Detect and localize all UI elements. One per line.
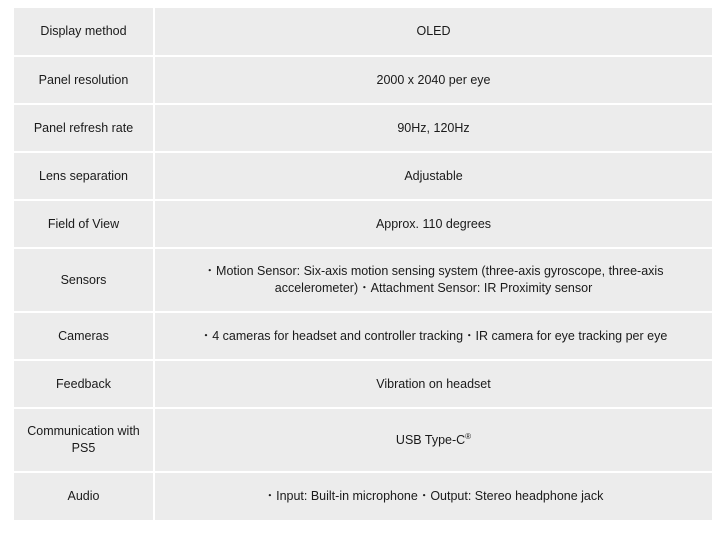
spec-label: Communication with PS5 xyxy=(14,408,154,472)
registered-trademark-mark: ® xyxy=(465,431,472,441)
spec-value: ・4 cameras for headset and controller tracking・IR camera for eye tracking per eye xyxy=(154,312,712,360)
spec-label: Sensors xyxy=(14,248,154,312)
spec-label: Display method xyxy=(14,8,154,56)
spec-value: ・Motion Sensor: Six-axis motion sensing system (three-axis gyroscope, three-axis accelerometer)・Attachment Sensor: IR Proximity sensor xyxy=(154,248,712,312)
spec-row-feedback xyxy=(14,360,712,408)
spec-row-field-of-view xyxy=(14,200,712,248)
spec-row-cameras xyxy=(14,312,712,360)
spec-row-sensors xyxy=(14,248,712,312)
spec-row-communication xyxy=(14,408,712,472)
spec-label: Audio xyxy=(14,472,154,520)
spec-value: OLED xyxy=(154,8,712,56)
spec-label: Cameras xyxy=(14,312,154,360)
spec-label: Panel refresh rate xyxy=(14,104,154,152)
spec-row-display-method xyxy=(14,8,712,56)
spec-value: Vibration on headset xyxy=(154,360,712,408)
spec-label: Panel resolution xyxy=(14,56,154,104)
spec-value: 90Hz, 120Hz xyxy=(154,104,712,152)
spec-label: Lens separation xyxy=(14,152,154,200)
spec-table xyxy=(14,8,712,520)
usb-type-c-text: USB Type-C xyxy=(395,432,466,447)
spec-value-usb xyxy=(154,408,712,472)
spec-value: 2000 x 2040 per eye xyxy=(154,56,712,104)
spec-label: Feedback xyxy=(14,360,154,408)
spec-label: Field of View xyxy=(14,200,154,248)
spec-value: Approx. 110 degrees xyxy=(154,200,712,248)
spec-row-lens-separation xyxy=(14,152,712,200)
spec-row-panel-refresh-rate xyxy=(14,104,712,152)
spec-row-audio xyxy=(14,472,712,520)
spec-value: Adjustable xyxy=(154,152,712,200)
spec-row-panel-resolution xyxy=(14,56,712,104)
spec-value: ・Input: Built-in microphone・Output: Stereo headphone jack xyxy=(263,489,604,503)
